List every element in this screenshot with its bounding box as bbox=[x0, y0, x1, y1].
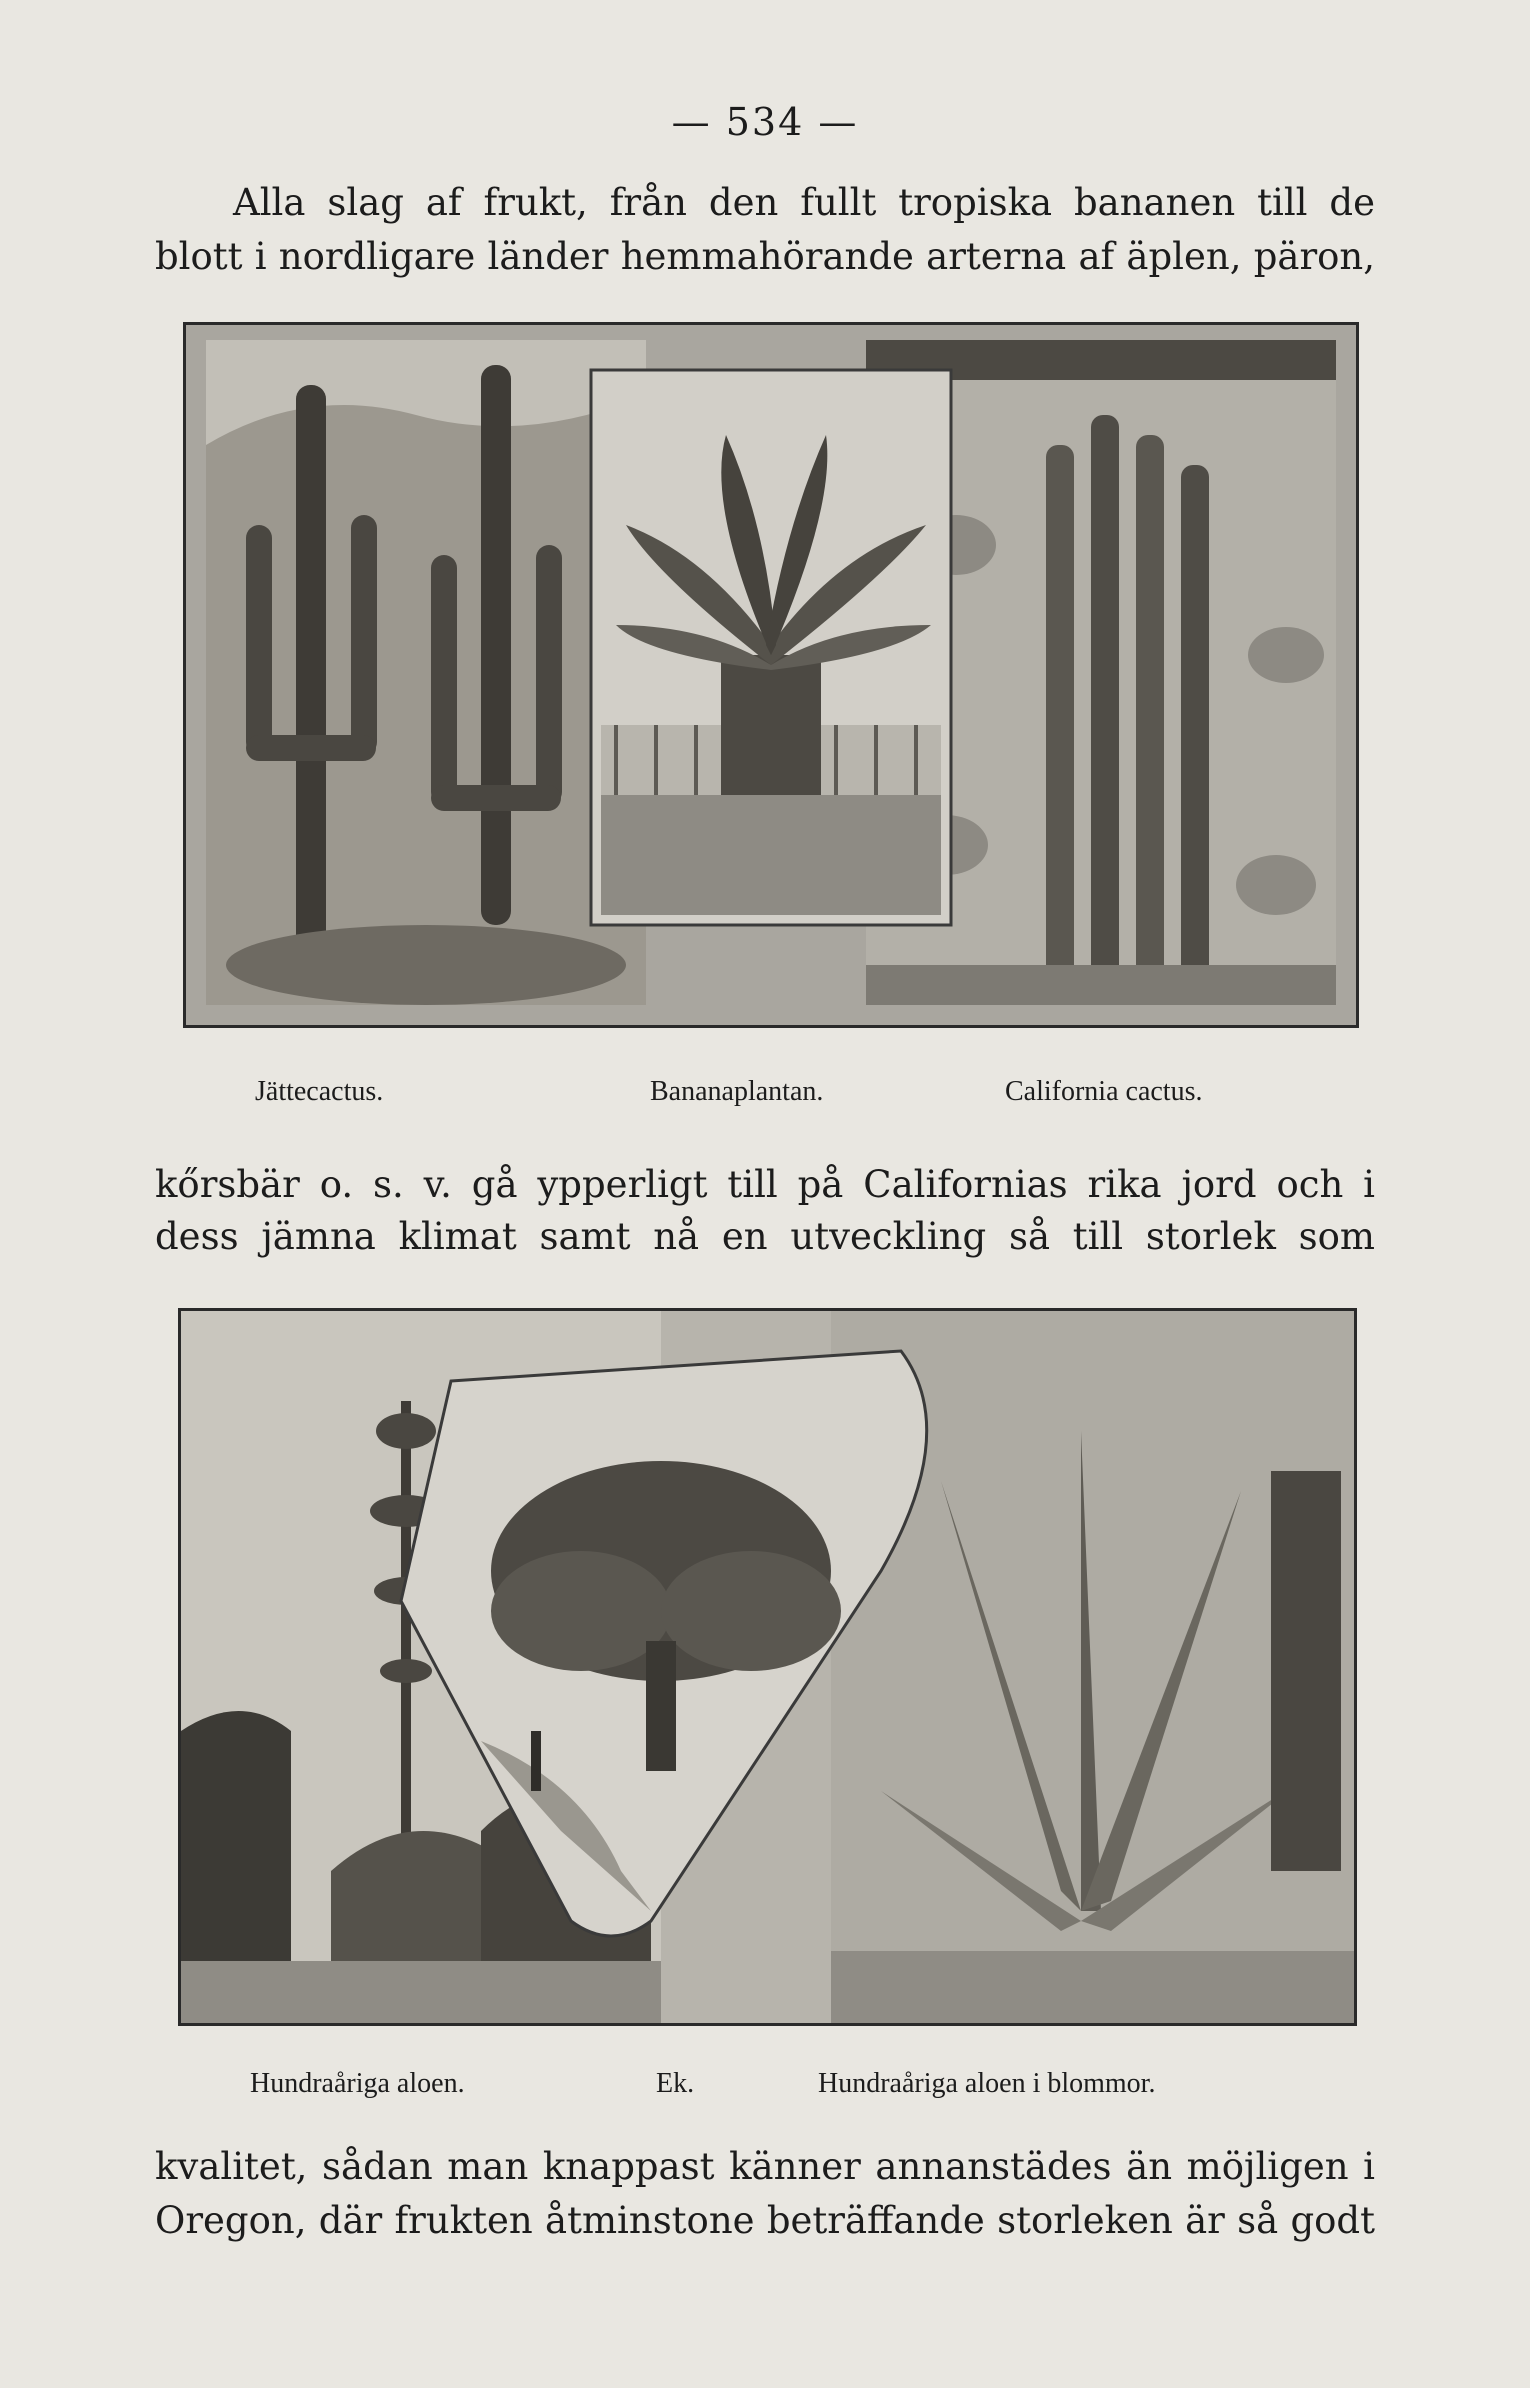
page-number: — 534 — bbox=[671, 100, 859, 144]
figure-2-caption-hundraariga-aloen-i-blommor: Hundraåriga aloen i blommor. bbox=[818, 2068, 1156, 2099]
paragraph-2-line-1: kőrsbär o. s. v. gå ypperligt till på Californias rika jord och i bbox=[155, 1163, 1375, 1206]
figure-1-illustration bbox=[183, 322, 1359, 1028]
figure-1-caption-california-cactus: California cactus. bbox=[1005, 1076, 1203, 1107]
paragraph-2-line-2: dess jämna klimat samt nå en utveckling så till storlek som bbox=[155, 1215, 1375, 1258]
paragraph-3-line-2: Oregon, där frukten åtminstone beträffande storleken är så godt bbox=[155, 2199, 1375, 2242]
jattecactus-image bbox=[206, 340, 646, 1005]
paragraph-3-line-1: kvalitet, sådan man knappast känner annanstädes än möjligen i bbox=[155, 2145, 1375, 2188]
figure-2-illustration bbox=[178, 1308, 1357, 2026]
figure-2-caption-hundraariga-aloen: Hundraåriga aloen. bbox=[250, 2068, 465, 2099]
paragraph-1-line-1: Alla slag af frukt, från den fullt tropiska bananen till de bbox=[233, 181, 1375, 224]
figure-2-caption-ek: Ek. bbox=[656, 2068, 695, 2099]
figure-1-caption-jattecactus: Jättecactus. bbox=[255, 1076, 384, 1107]
figure-1-caption-bananaplantan: Bananaplantan. bbox=[650, 1076, 824, 1107]
bananaplantan-image bbox=[591, 370, 951, 925]
paragraph-1-line-2: blott i nordligare länder hemmahörande arterna af äplen, päron, bbox=[155, 235, 1375, 278]
